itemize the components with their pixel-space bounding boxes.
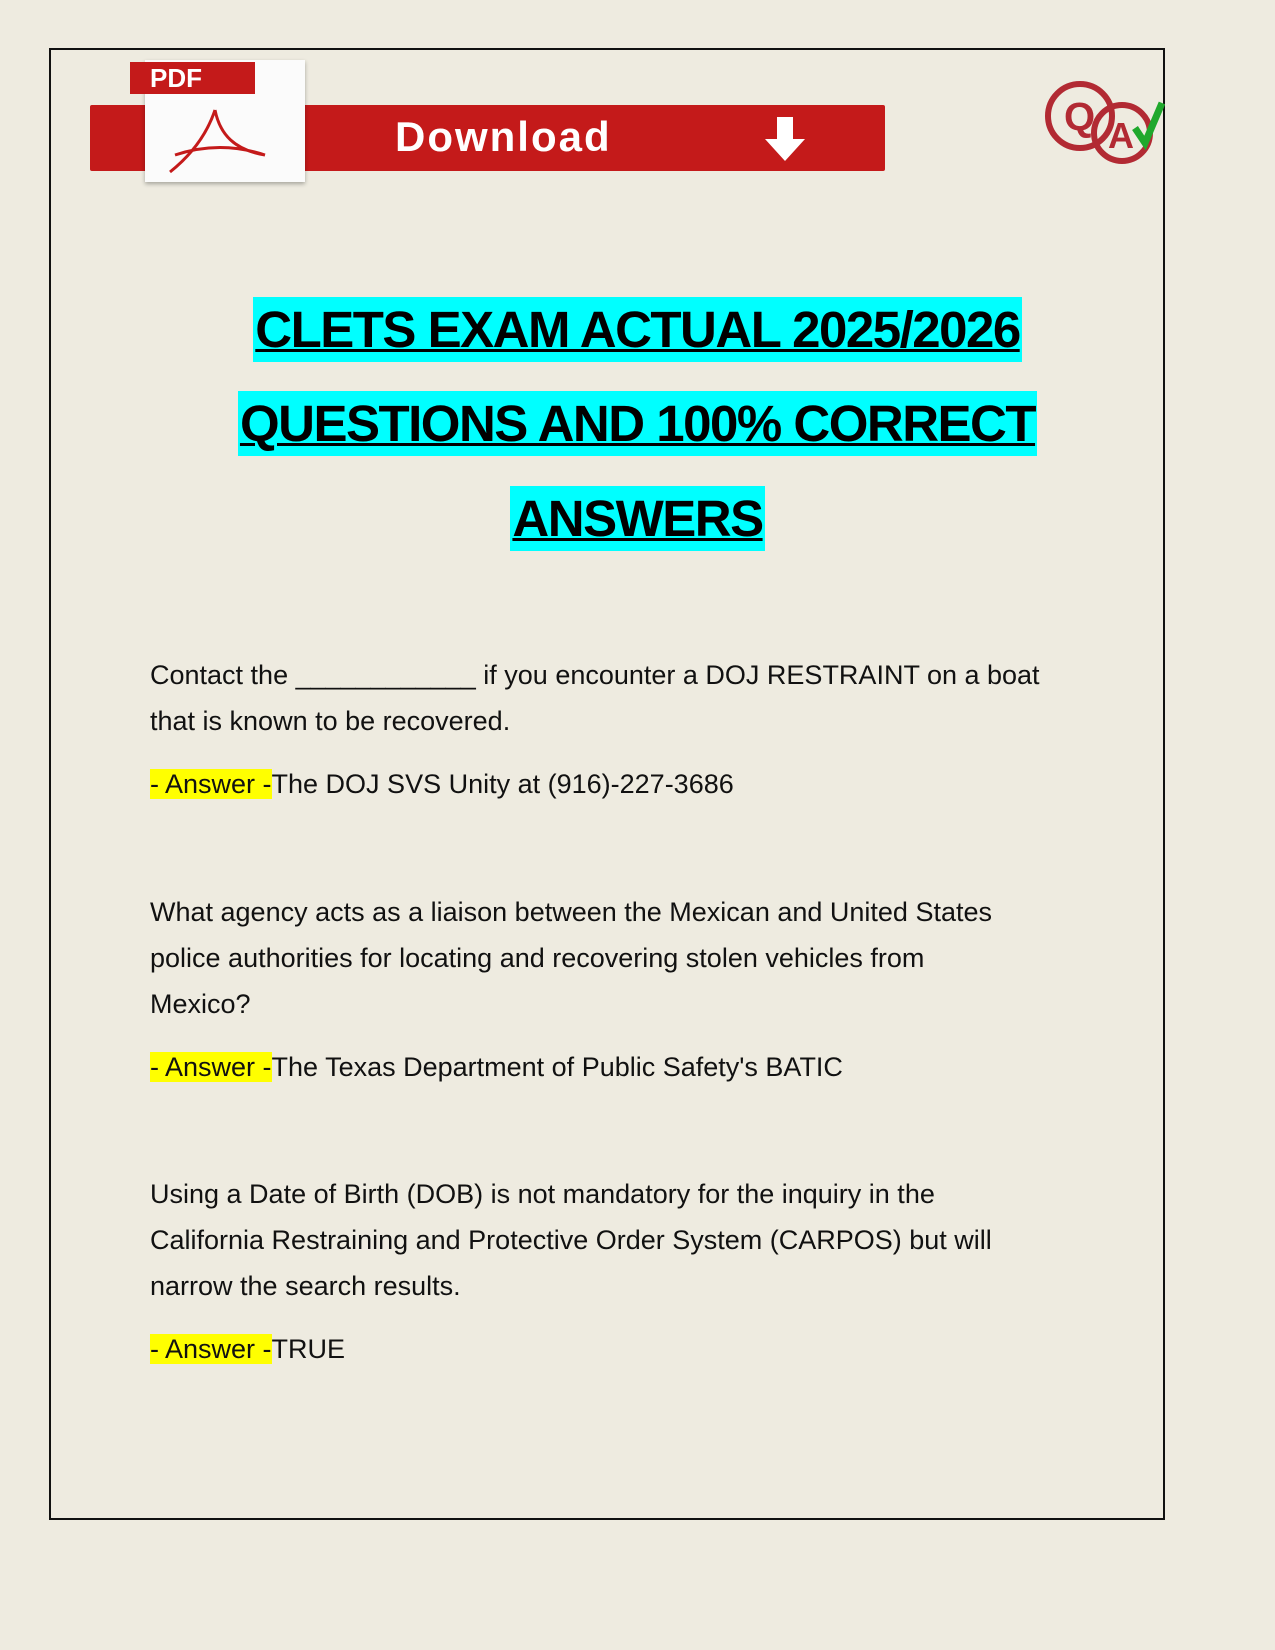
question-3: Using a Date of Birth (DOB) is not mandatory for the inquiry in the California Restraining and Protective Order System (CARPOS) but will narrow the search results. - Answer -TRUE xyxy=(150,1171,1150,1372)
qa-logo xyxy=(1040,78,1165,178)
download-arrow-icon xyxy=(760,115,810,163)
pdf-label: PDF xyxy=(130,62,255,94)
question-2: What agency acts as a liaison between the Mexican and United States police authorities for locating and recovering stolen vehicles from Mexico? - Answer -The Texas Department of Public Safety's BATIC xyxy=(150,889,1150,1090)
answer-3: - Answer -TRUE xyxy=(150,1334,346,1364)
logo-q: Q xyxy=(1064,95,1096,139)
title-line-2: QUESTIONS AND 100% CORRECT xyxy=(0,394,1275,453)
question-1: Contact the ____________ if you encounter a DOJ RESTRAINT on a boat that is known to be recovered. - Answer -The DOJ SVS Unity at (916)-227-3686 xyxy=(150,652,1150,807)
logo-a: A xyxy=(1108,115,1134,156)
answer-2: - Answer -The Texas Department of Public Safety's BATIC xyxy=(150,1052,843,1082)
download-label: Download xyxy=(395,113,612,160)
pdf-download-banner[interactable] xyxy=(90,60,885,185)
answer-1: - Answer -The DOJ SVS Unity at (916)-227-3686 xyxy=(150,769,734,799)
title-line-3: ANSWERS xyxy=(0,489,1275,548)
title-line-1: CLETS EXAM ACTUAL 2025/2026 xyxy=(0,300,1275,359)
